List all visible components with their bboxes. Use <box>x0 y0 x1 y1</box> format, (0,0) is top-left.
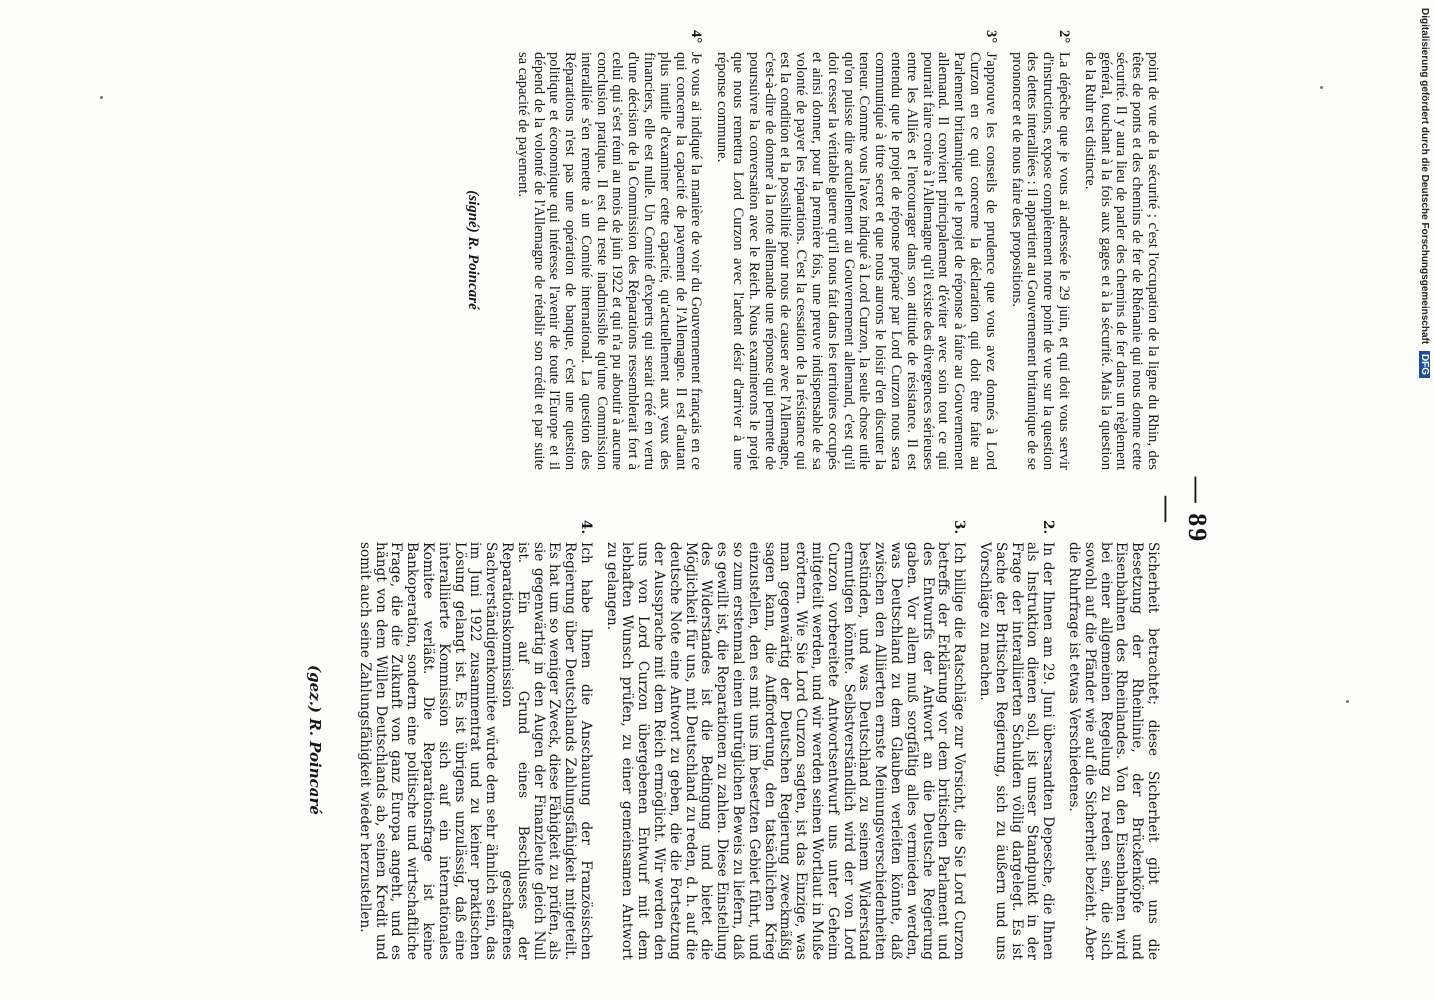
french-signature: (signé) R. Poincaré <box>464 190 481 310</box>
french-paragraph-4 <box>514 30 704 470</box>
paragraph-number: 3. <box>951 520 968 535</box>
french-paragraph-2 <box>1008 30 1071 470</box>
page-number: — 89 — <box>1153 476 1212 544</box>
scan-speck <box>1346 700 1349 703</box>
paragraph-text: La dépêche que je vous ai adressée le 29 juin, et qui doit vous servir d'instructions, expose complètement notre point de vue sur la question des dettes interalliées : il appartient au Gouvernement britannique de se prononcer et de nous faire des propositions. <box>1008 52 1073 470</box>
rotated-page-content <box>140 20 1240 980</box>
german-paragraph-1: Sicherheit betrachtet; diese Sicherheit gibt uns die Besetzung der Rheinlinie, der Brückenköpfe und Eisenbahnen des Rheinlandes. Von den Eisenbahnen wird bei einer allgemeinen Regelung zu reden sein, die sich sowohl auf die Pfänder wie auf die Sicherheit bezieht. Aber die Ruhrfrage ist etwas Verschiedenes. <box>1066 542 1161 960</box>
paragraph-text: Ich billige die Ratschläge zur Vorsicht, die Sie Lord Curzon betreffs der Erklärung vor dem britischen Parlament und des Entwurfs der Antwort an die Deutsche Regierung gaben. Vor allem muß sorgfältig alles vermieden werden, was Deutschland zu dem Glauben verleiten könnte, daß zwischen den Alliierten ernste Meinungsverschiedenheiten bestünden, und was Deutschland zu seinem Widerstand ermutigen könnte. Selbstverständlich wird der von Lord Curzon vorbereitete Antwortsentwurf uns unter Geheim mitgeteilt werden, und wir werden seinen Wortlaut in Muße erörtern. Wie Sie Lord Curzon sagten, ist das Einzige, was man gegenwärtig der Deutschen Regierung zweckmäßig sagen kann, die Aufforderung, den tatsächlichen Krieg einzustellen, den es mit uns im besetzten Gebiet führt, und so zum erstenmal einen untrüglichen Beweis zu liefern, daß es gewillt ist, die Reparationen zu zahlen. Diese Einstellung des Widerstandes ist die Bedingung und bietet die Möglichkeit für uns, mit Deutschland zu reden, d. h. auf die deutsche Note eine Antwort zu geben, die die Fortsetzung der Aussprache mit dem Reich ermöglicht. Wir werden den uns von Lord Curzon übergebenen Entwurf mit dem lebhaften Wunsch prüfen, zu einer gemeinsamen Antwort zu gelangen. <box>603 542 968 960</box>
german-paragraph-4 <box>356 520 593 960</box>
paragraph-number: 2. <box>1040 520 1057 535</box>
credit-text: Digitalisierung gefördert durch die Deutsche Forschungsgemeinschaft <box>1419 8 1430 345</box>
french-paragraph-1: point de vue de la sécurité ; c'est l'occupation de la ligne du Rhin, des têtes de ponts et des chemins de fer de Rhénanie qui nous donne cette sécurité. Il y aura lieu de parler des chemins de fer dans un règlement général, touchant à la fois aux gages et à la sécurité. Mais la question de la Ruhr est distincte. <box>1081 52 1161 470</box>
paragraph-number: 4. <box>577 520 594 535</box>
german-paragraph-3 <box>603 520 966 960</box>
paragraph-text: Je vous ai indiqué la manière de voir du Gouvernement français en ce qui concerne la capacité de payement de l'Allemagne. Il est d'autant plus inutile d'examiner cette capacité, qu'actuellement aux yeux des financiers, elle est nulle. Un Comité d'experts qui serait créé en vertu d'une décision de la Commission des Réparations ressemblerait fort à celui qui s'est réuni au mois de juin 1922 et qui n'a pu aboutir à aucune conclusion pratique. Il est du reste inadmissible qu'une Commission interalliée s'en remette à un Comité international. La question des Réparations n'est pas une opération de banque, c'est une question politique et économique qui intéresse l'avenir de toute l'Europe et il dépend de la volonté de l'Allemagne de rétablir son crédit et par suite sa capacité de payement. <box>514 52 705 470</box>
german-signature: (gez.) R. Poincaré <box>305 665 324 815</box>
paragraph-text: In der Ihnen am 29. Juni übersandten Depesche, die Ihnen als Instruktion dienen soll, ist unser Standpunkt in der Frage der interalliierten Schulden völlig dargelegt. Es ist Sache der Britischen Regierung, sich zu äußern und uns Vorschläge zu machen. <box>977 542 1057 960</box>
paragraph-number: 4° <box>688 30 705 44</box>
german-paragraph-2 <box>976 520 1055 960</box>
german-column <box>306 520 1160 960</box>
scan-speck <box>100 96 103 99</box>
paragraph-text: Ich habe Ihnen die Anschauung der Französischen Regierung über Deutschlands Zahlungsfähigkeit mitgeteilt. Es hat um so weniger Zweck, diese Fähigkeit zu prüfen, als sie gegenwärtig in den Augen der Finanzleute gleich Null ist. Ein auf Grund eines Beschlusses der Reparationskommission geschaffenes Sachverständigenkomitee würde dem sehr ähnlich sein, das im Juni 1922 zusammentrat und zu keiner praktischen Lösung gelangt ist. Es ist übrigens unzulässig, daß eine interalliierte Kommission sich auf ein internationales Komitee verläßt. Die Reparationsfrage ist keine Bankoperation, sondern eine politische und wirtschaftliche Frage, die die Zukunft von ganz Europa angeht, und es hängt von dem Willen Deutschlands ab, seinen Kredit und somit auch seine Zahlungsfähigkeit wieder herzustellen. <box>356 542 594 960</box>
french-paragraph-3 <box>713 30 997 470</box>
paragraph-text: J'approuve les conseils de prudence que vous avez donnés à Lord Curzon en ce qui concerne la déclaration qui doit être faite au Parlement britannique et le projet de réponse à faire au Gouvernement allemand. Il convient principalement d'éviter avec soin tout ce qui pourrait faire croire à l'Allemagne qu'il existe des divergences sérieuses entre les Alliés et l'encourager dans son attitude de résistance. Il est entendu que le projet de réponse préparé par Lord Curzon nous sera communiqué à titre secret et que nous aurons le loisir d'en discuter la teneur. Comme vous l'avez indiqué à Lord Curzon, la seule chose utile qu'on puisse dire actuellement au Gouvernement allemand, c'est qu'il doit cesser la véritable guerre qu'il nous fait dans les territoires occupés et ainsi donner, pour la première fois, une preuve indispensable de sa volonté de payer les réparations. C'est la cessation de la résistance qui est la condition et la possibilité pour nous de causer avec l'Allemagne, c'est-à-dire de donner à la note allemande une réponse qui permette de poursuivre la conversation avec le Reich. Nous examinerons le projet que nous remettra Lord Curzon avec l'ardent désir d'arriver à une réponse commune. <box>714 52 999 470</box>
scan-speck <box>1320 86 1323 89</box>
french-column <box>464 30 1160 470</box>
paragraph-number: 2° <box>1056 30 1073 44</box>
paragraph-number: 3° <box>982 30 999 44</box>
digitization-credit <box>1408 8 1430 998</box>
dfg-logo: DFG <box>1419 351 1430 378</box>
